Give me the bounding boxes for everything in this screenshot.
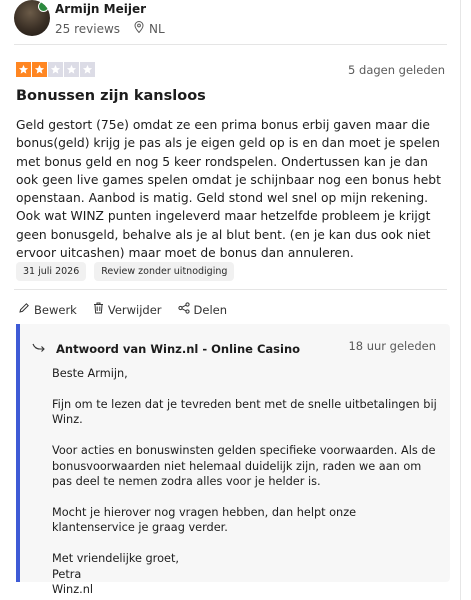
- reviewer-meta: [55, 21, 165, 36]
- review-body: Geld gestort (75e) omdat ze een prima bonus erbij gaven maar die bonus(geld) krijg je pas als je eigen geld op is en dan moet je spelen met bonus geld en nog 5 keer rondspelen. Ondertussen kan je dan ook geen live games spelen omdat je schijnbaar nog een bonus hebt openstaan. Aanbod is matig. Geld stond wel snel op mijn rekening. Ook wat WINZ punten ingeleverd maar hetzelfde probleem je krijgt geen bonusgeld, behalve als je al blut bent. (en je kan dus ook niet ervoor uitcashen) maar moet de bonus dan annuleren.: [16, 118, 441, 261]
- experience-date-chip: 31 juli 2026: [16, 262, 86, 281]
- reply-signer: Petra: [52, 567, 82, 581]
- star-empty-icon: [48, 62, 63, 77]
- reply-paragraph: Fijn om te lezen dat je tevreden bent met de snelle uitbetalingen bij Winz.: [52, 397, 437, 427]
- avatar[interactable]: [14, 0, 50, 36]
- star-empty-icon: [64, 62, 79, 77]
- reply-paragraph: Mocht je hierover nog vragen hebben, dan helpt onze klantenservice je graag verder.: [52, 505, 357, 535]
- location-pin-icon: [134, 21, 144, 36]
- review-source-chip[interactable]: Review zonder uitnodiging: [94, 262, 234, 281]
- delete-button[interactable]: [93, 302, 162, 317]
- star-filled-icon: [16, 62, 31, 77]
- page-border: [460, 0, 461, 600]
- star-empty-icon: [80, 62, 95, 77]
- reply-time: 18 uur geleden: [348, 339, 436, 353]
- review-count: 25 reviews: [55, 21, 121, 36]
- reply-company: Winz.nl: [52, 583, 94, 597]
- share-button[interactable]: [178, 302, 228, 317]
- edit-label: Bewerk: [34, 302, 77, 317]
- reply-paragraph: Voor acties en bonuswinsten gelden specifieke voorwaarden. Als de bonusvoorwaarden niet helemaal duidelijk zijn, raden we aan om pas deel te nemen zodra alles voor je helder is.: [52, 444, 436, 489]
- reviewer-country: NL: [149, 21, 165, 36]
- share-icon: [178, 302, 190, 317]
- review-date: 5 dagen geleden: [348, 63, 445, 77]
- reply-greeting: Beste Armijn,: [52, 367, 128, 380]
- reply-header: [32, 339, 300, 358]
- divider: [14, 289, 447, 290]
- star-filled-icon: [32, 62, 47, 77]
- reply-arrow-icon: [32, 339, 46, 358]
- reviewer-name[interactable]: Armijn Meijer: [55, 2, 147, 16]
- review-actions: [18, 302, 227, 317]
- reply-body: [52, 366, 437, 597]
- reply-from[interactable]: Antwoord van Winz.nl - Online Casino: [56, 341, 301, 356]
- pencil-icon: [18, 302, 30, 317]
- review-title: Bonussen zijn kansloos: [16, 88, 206, 104]
- share-label: Delen: [193, 302, 228, 317]
- reply-closing: Met vriendelijke groet,: [52, 552, 179, 566]
- company-reply: [16, 324, 450, 597]
- edit-button[interactable]: [18, 302, 77, 317]
- divider: [14, 44, 447, 45]
- star-rating: [16, 62, 96, 77]
- review-tags: [16, 262, 234, 281]
- reviewer-header: [14, 0, 454, 40]
- delete-label: Verwijder: [107, 302, 162, 317]
- verified-badge-icon: [38, 1, 49, 12]
- trash-icon: [93, 302, 104, 317]
